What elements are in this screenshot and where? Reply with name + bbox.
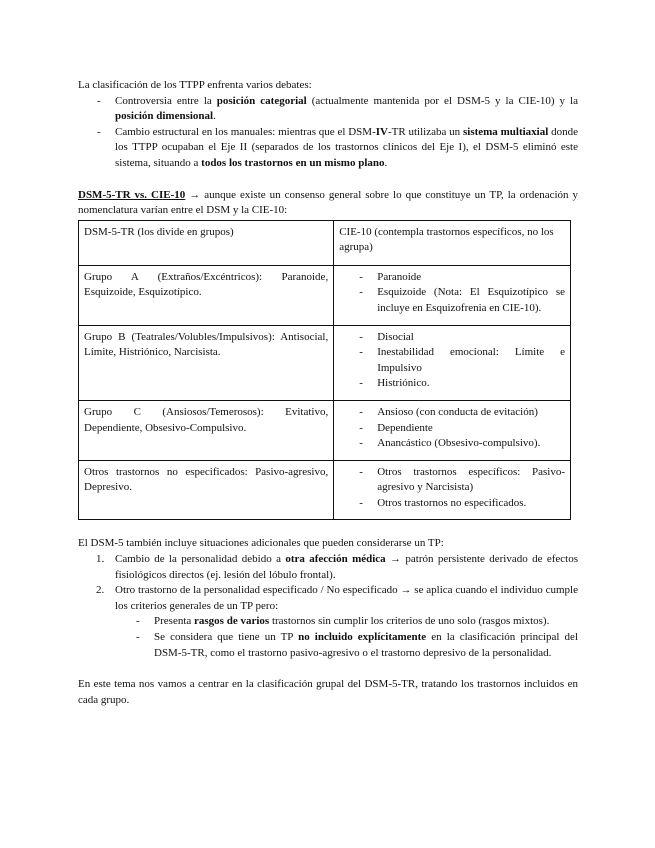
list-item: - Se considera que tiene un TP no incluido explícitamente en la clasificación principal del DSM-5-TR, como el trastorno pasivo-agresivo o el trastorno depresivo de la personalidad. bbox=[78, 630, 578, 661]
table-header-row bbox=[79, 220, 571, 265]
cie-cell bbox=[334, 325, 571, 400]
list-item: - Inestabilidad emocional: Límite e Impulsivo bbox=[339, 345, 565, 376]
cie-cell bbox=[334, 460, 571, 520]
list-item: - Ansioso (con conducta de evitación) bbox=[339, 405, 565, 421]
table-row bbox=[79, 460, 571, 520]
header-cie: CIE-10 (contempla trastornos específicos, no los agrupa) bbox=[334, 220, 571, 265]
debates-list bbox=[78, 94, 578, 172]
list-item: - Anancástico (Obsesivo-compulsivo). bbox=[339, 436, 565, 452]
list-item: - Cambio estructural en los manuales: mientras que el DSM-IV-TR utilizaba un sistema multiaxial donde los TTPP ocupaban el Eje II (separados de los trastornos clínicos del Eje I), el DSM-5 eliminó este sistema, situando a todos los trastornos en un mismo plano. bbox=[78, 125, 578, 172]
dsm-cell: Grupo C (Ansiosos/Temerosos): Evitativo, Dependiente, Obsesivo-Compulsivo. bbox=[79, 400, 334, 460]
classification-table bbox=[78, 220, 571, 521]
cie-cell bbox=[334, 265, 571, 325]
additional-heading: El DSM-5 también incluye situaciones adicionales que pueden considerarse un TP: bbox=[78, 537, 444, 550]
dsm-cell: Grupo B (Teatrales/Volubles/Impulsivos): Antisocial, Límite, Histriónico, Narcisista. bbox=[79, 325, 334, 400]
document-page bbox=[78, 78, 578, 708]
arrow-icon: → bbox=[189, 188, 201, 201]
table-row bbox=[79, 265, 571, 325]
list-item: - Otros trastornos específicos: Pasivo-agresivo y Narcisista) bbox=[339, 465, 565, 496]
dsm-cell: Otros trastornos no especificados: Pasivo-agresivo, Depresivo. bbox=[79, 460, 334, 520]
list-item: 1. Cambio de la personalidad debido a otra afección médica → patrón persistente derivado de efectos fisiológicos directos (ej. lesión del lóbulo frontal). bbox=[96, 553, 578, 581]
list-item: 2. Otro trastorno de la personalidad especificado / No especificado → se aplica cuando el individuo cumple los criterios generales de un TP pero: bbox=[96, 584, 578, 612]
closing-paragraph: En este tema nos vamos a centrar en la clasificación grupal del DSM-5-TR, tratando los trastornos incluidos en cada grupo. bbox=[78, 678, 578, 706]
table-row bbox=[79, 400, 571, 460]
comparison-paragraph: DSM-5-TR vs. CIE-10 → aunque existe un consenso general sobre lo que constituye un TP, la ordenación y nomenclatura varían entre el DSM y la CIE-10: bbox=[78, 188, 578, 217]
intro-heading: La clasificación de los TTPP enfrenta varios debates: bbox=[78, 79, 312, 91]
table-row bbox=[79, 325, 571, 400]
dsm-cell: Grupo A (Extraños/Excéntricos): Paranoide, Esquizoide, Esquizotípico. bbox=[79, 265, 334, 325]
list-item: - Paranoide bbox=[339, 270, 565, 286]
header-dsm: DSM-5-TR (los divide en grupos) bbox=[79, 220, 334, 265]
comparison-label: DSM-5-TR vs. CIE-10 bbox=[78, 188, 186, 201]
additional-list bbox=[78, 552, 578, 614]
cie-cell bbox=[334, 400, 571, 460]
list-item: - Otros trastornos no especificados. bbox=[339, 496, 565, 512]
sub-list bbox=[78, 614, 578, 661]
list-item: - Presenta rasgos de varios trastornos sin cumplir los criterios de uno solo (rasgos mixtos). bbox=[78, 614, 578, 630]
list-item: - Histriónico. bbox=[339, 376, 565, 392]
list-item: - Dependiente bbox=[339, 421, 565, 437]
list-item: - Controversia entre la posición categorial (actualmente mantenida por el DSM-5 y la CIE-10) y la posición dimensional. bbox=[78, 94, 578, 125]
list-item: - Esquizoide (Nota: El Esquizotípico se incluye en Esquizofrenia en CIE-10). bbox=[339, 285, 565, 316]
list-item: - Disocial bbox=[339, 330, 565, 346]
